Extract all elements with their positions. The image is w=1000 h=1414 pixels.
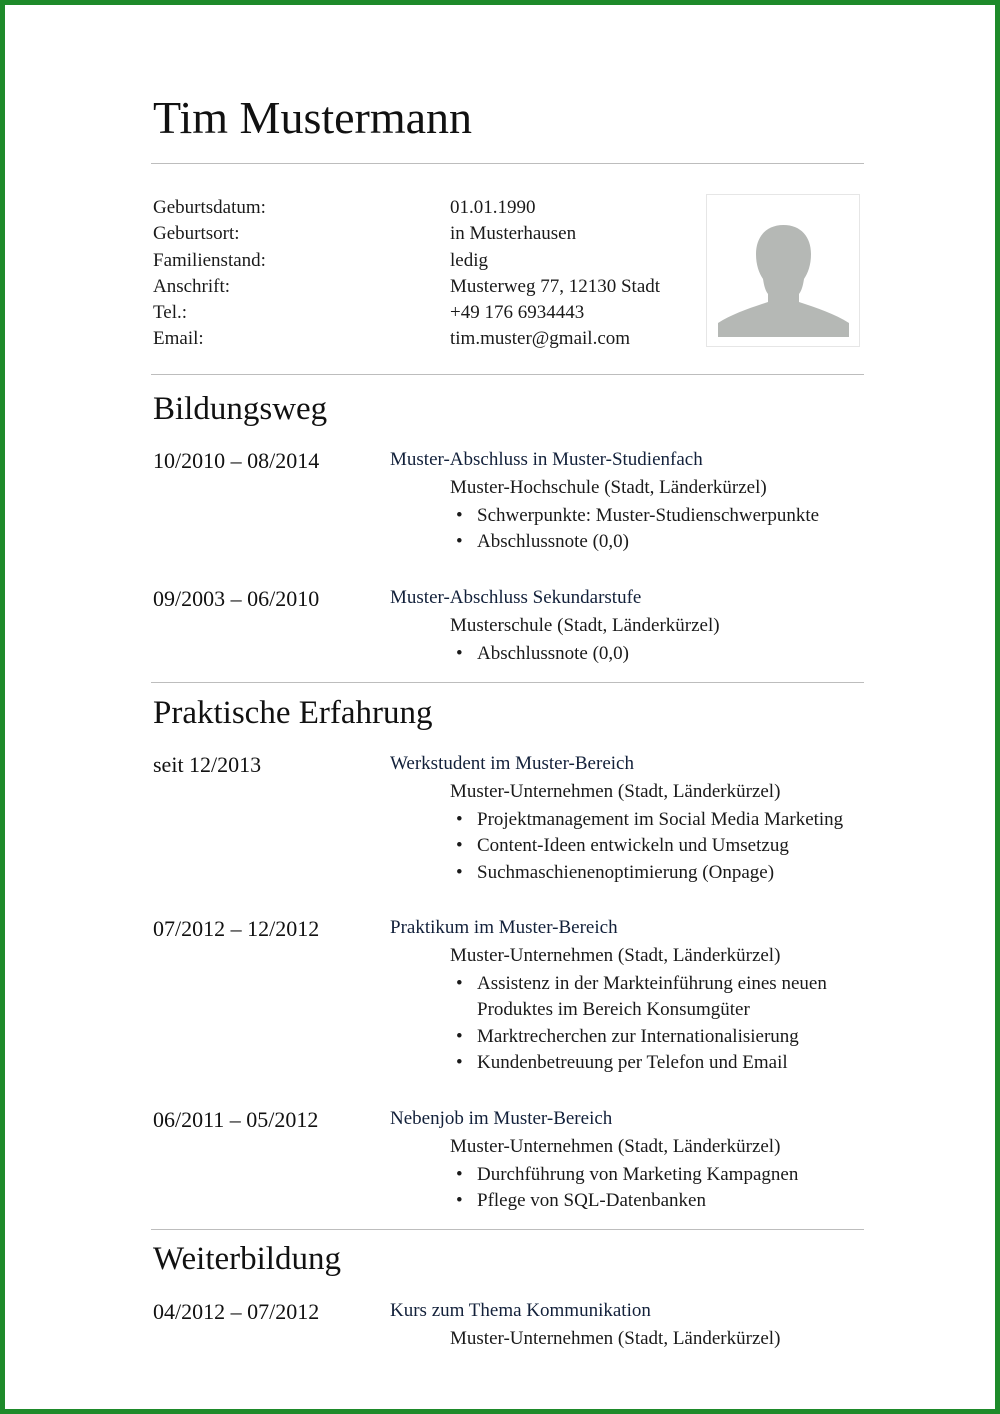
personal-row (153, 300, 660, 326)
entry-title: Muster-Abschluss in Muster-Studienfach (390, 449, 703, 470)
personal-value: +49 176 6934443 (450, 302, 585, 324)
email-value: tim.muster@gmail.com (450, 328, 631, 350)
list-item: • Pflege von SQL-Datenbanken (450, 1188, 870, 1214)
personal-row (153, 195, 660, 221)
list-item: • Kundenbetreuung per Telefon und Email (450, 1050, 830, 1076)
personal-row (153, 274, 660, 300)
list-item: • Suchmaschienenoptimierung (Onpage) (450, 860, 870, 886)
personal-label: Familienstand: (153, 249, 266, 271)
list-item: • Assistenz in der Markteinführung eines neuen Produktes im Bereich Konsumgüter (450, 971, 830, 1024)
entry-title: Praktikum im Muster-Bereich (390, 917, 618, 938)
entry-date: 06/2011 – 05/2012 (153, 1107, 319, 1132)
entry-organization: Muster-Unternehmen (Stadt, Länderkürzel) (450, 945, 781, 966)
personal-value: Musterweg 77, 12130 Stadt (450, 275, 661, 297)
list-item: • Content-Ideen entwickeln und Umsetzug (450, 833, 870, 859)
list-item: • Schwerpunkte: Muster-Studienschwerpunkte (450, 503, 870, 529)
list-item: • Marktrecherchen zur Internationalisierung (450, 1024, 830, 1050)
divider (151, 163, 864, 164)
personal-value: 01.01.1990 (450, 197, 536, 218)
entry-bullets (450, 807, 870, 886)
section-title-experience: Praktische Erfahrung (153, 695, 433, 731)
entry-bullets (450, 641, 870, 667)
person-silhouette-icon (718, 207, 849, 337)
entry-organization: Muster-Hochschule (Stadt, Länderkürzel) (450, 477, 767, 498)
list-item: • Durchführung von Marketing Kampagnen (450, 1162, 870, 1188)
entry-date: 09/2003 – 06/2010 (153, 586, 320, 611)
entry-date: 04/2012 – 07/2012 (153, 1299, 320, 1324)
entry-title: Muster-Abschluss Sekundarstufe (390, 587, 642, 608)
entry-bullets (450, 503, 870, 556)
list-item: • Abschlussnote (0,0) (450, 641, 870, 667)
personal-value: in Musterhausen (450, 223, 577, 245)
entry-bullets (450, 1162, 870, 1215)
section-title-training: Weiterbildung (153, 1241, 341, 1277)
profile-photo (706, 194, 860, 347)
candidate-name: Tim Mustermann (153, 92, 473, 143)
entry-date: seit 12/2013 (153, 752, 262, 777)
personal-label: Geburtsort: (153, 223, 240, 245)
personal-value: ledig (450, 249, 488, 271)
personal-label: Geburtsdatum: (153, 197, 266, 218)
personal-row (153, 221, 660, 247)
list-item: • Abschlussnote (0,0) (450, 529, 870, 555)
personal-details (153, 195, 660, 353)
section-title-education: Bildungsweg (153, 391, 328, 427)
divider (151, 682, 864, 683)
entry-title: Nebenjob im Muster-Bereich (390, 1108, 613, 1129)
entry-date: 10/2010 – 08/2014 (153, 448, 320, 473)
personal-row (153, 326, 660, 352)
divider (151, 374, 864, 375)
entry-organization: Muster-Unternehmen (Stadt, Länderkürzel) (450, 1136, 781, 1157)
divider (151, 1229, 864, 1230)
entry-title: Werkstudent im Muster-Bereich (390, 753, 634, 774)
personal-label: Email: (153, 328, 204, 350)
entry-organization: Musterschule (Stadt, Länderkürzel) (450, 615, 720, 636)
personal-row (153, 248, 660, 274)
personal-label: Tel.: (153, 302, 188, 324)
list-item: • Projektmanagement im Social Media Marketing (450, 807, 870, 833)
personal-label: Anschrift: (153, 275, 231, 297)
entry-organization: Muster-Unternehmen (Stadt, Länderkürzel) (450, 781, 781, 802)
entry-bullets (450, 971, 830, 1076)
entry-date: 07/2012 – 12/2012 (153, 916, 320, 941)
entry-organization: Muster-Unternehmen (Stadt, Länderkürzel) (450, 1328, 781, 1349)
entry-title: Kurs zum Thema Kommunikation (390, 1300, 651, 1321)
